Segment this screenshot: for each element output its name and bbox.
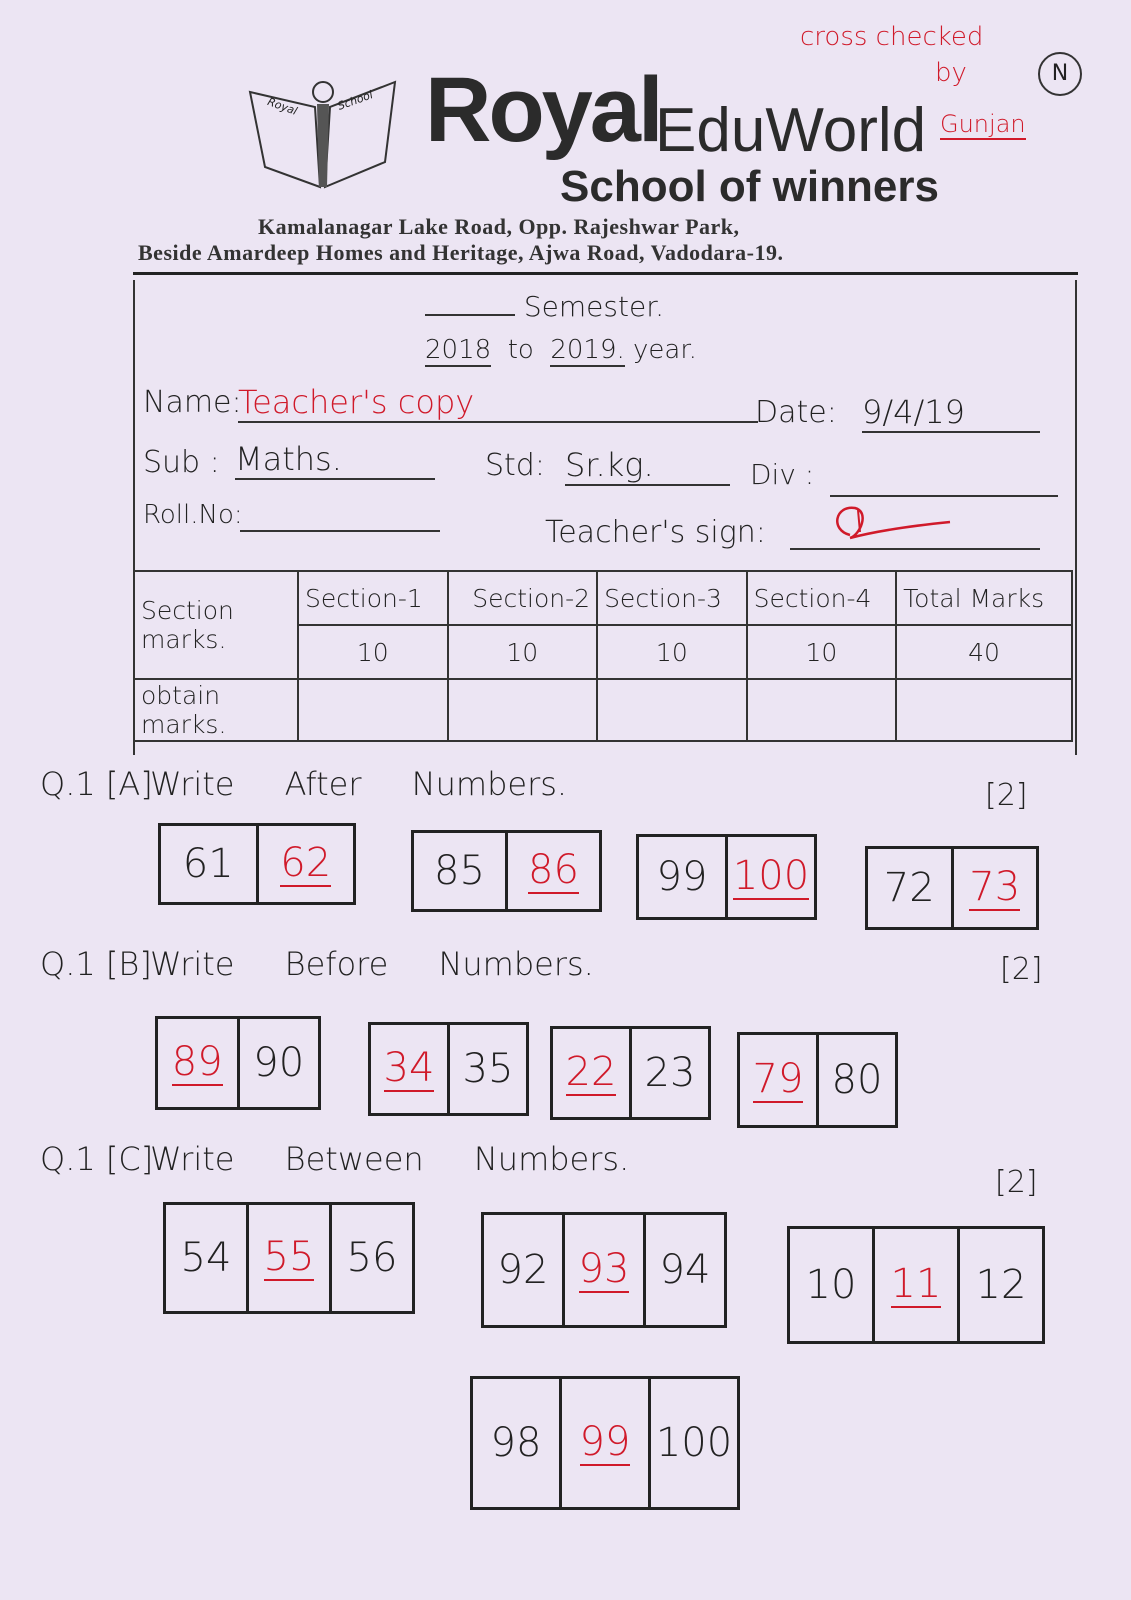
number-text: 79 [752,1056,804,1102]
checker-name: Gunjan [940,110,1026,138]
address-line-2: Beside Amardeep Homes and Heritage, Ajwa Road, Vadodara-19. [138,240,784,265]
cross-checked-note: cross checked [800,22,984,52]
header-section-3: Section-3 [597,571,747,625]
stamp-circle: N [1038,52,1082,96]
answer-box [636,834,817,920]
answer-cell[interactable] [559,1379,648,1507]
section-3-marks: 10 [597,625,747,679]
answer-box [481,1212,727,1328]
given-number-cell [237,1019,319,1107]
cross-checked-by: by [935,58,967,88]
answer-cell[interactable] [158,1019,237,1107]
question-a-marks: [2] [985,778,1028,813]
question-b-number: Q.1 [B] [40,945,152,983]
signature-mark [820,500,960,550]
number-text: 89 [171,1039,223,1085]
number-text: 54 [180,1235,232,1281]
given-number-cell [816,1035,895,1125]
roll-no-field[interactable] [240,530,440,532]
number-text: 99 [579,1419,631,1465]
given-number-cell [643,1215,724,1325]
number-text: 80 [831,1057,883,1103]
obtain-total[interactable] [896,679,1072,741]
number-text: 23 [644,1050,696,1096]
number-text: 22 [565,1049,617,1095]
number-text: 72 [883,865,935,911]
answer-cell[interactable] [951,849,1037,927]
std-label: Std: [485,448,545,483]
answer-cell[interactable] [725,837,814,917]
marks-table [133,570,1073,742]
question-c-marks: [2] [995,1165,1038,1200]
number-text: 73 [969,864,1021,910]
answer-box [368,1022,529,1116]
logo-text-right: School [335,88,375,113]
obtain-section-3[interactable] [597,679,747,741]
obtain-section-2[interactable] [448,679,598,741]
given-number-cell [473,1379,559,1507]
number-text: 86 [528,847,579,893]
given-number-cell [648,1379,737,1507]
section-1-marks: 10 [298,625,448,679]
number-text: 10 [805,1262,857,1308]
school-name-royal: Royal [425,59,661,161]
given-number-cell [329,1205,412,1311]
given-number-cell [868,849,951,927]
roll-no-label: Roll.No: [143,500,243,530]
given-number-cell [166,1205,246,1311]
answer-box [865,846,1039,930]
obtain-section-4[interactable] [747,679,897,741]
number-text: 93 [578,1246,630,1292]
name-label: Name: [143,385,242,420]
div-field[interactable] [830,495,1058,497]
obtain-marks-label: obtain marks. [134,679,298,741]
date-field[interactable]: 9/4/19 [862,393,1040,433]
answer-cell[interactable] [553,1029,629,1117]
number-text: 100 [732,853,810,899]
section-4-marks: 10 [747,625,897,679]
number-text: 62 [280,840,332,886]
question-c-number: Q.1 [C] [40,1140,154,1178]
given-number-cell [790,1229,872,1341]
given-number-cell [484,1215,562,1325]
school-tagline: School of winners [560,162,939,211]
obtain-section-1[interactable] [298,679,448,741]
year-field: 2018 to 2019. year. [425,335,697,365]
number-text: 35 [462,1046,514,1092]
address-line-1: Kamalanagar Lake Road, Opp. Rajeshwar Park, [258,214,740,239]
given-number-cell [161,826,256,902]
given-number-cell [957,1229,1042,1341]
school-logo [245,72,400,192]
number-text: 94 [659,1247,711,1293]
header-section-2: Section-2 [448,571,598,625]
given-number-cell [639,837,725,917]
number-text: 61 [182,841,234,887]
answer-box [550,1026,711,1120]
header-total-marks: Total Marks [896,571,1072,625]
given-number-cell [447,1025,526,1113]
answer-box [163,1202,415,1314]
section-marks-label: Section marks. [134,571,298,679]
number-text: 56 [346,1235,398,1281]
name-field[interactable]: Teacher's copy [238,383,758,423]
number-text: 98 [490,1420,542,1466]
number-text: 55 [263,1234,315,1280]
answer-box [787,1226,1045,1344]
number-text: 99 [656,854,708,900]
answer-box [411,830,602,912]
answer-cell[interactable] [562,1215,643,1325]
answer-box [470,1376,740,1510]
number-text: 11 [890,1261,942,1307]
semester-field: Semester. [425,290,664,323]
header-section-1: Section-1 [298,571,448,625]
date-label: Date: [755,395,837,430]
subject-label: Sub : [143,445,220,480]
div-label: Div : [750,458,815,491]
answer-box [158,823,356,905]
teacher-sign-label: Teacher's sign: [545,515,766,550]
number-text: 85 [434,848,485,894]
answer-box [155,1016,321,1110]
total-marks: 40 [896,625,1072,679]
number-text: 34 [383,1045,435,1091]
subject-field[interactable]: Maths. [235,440,435,480]
answer-box [737,1032,898,1128]
logo-text-left: Royal [265,95,299,118]
answer-cell[interactable] [872,1229,957,1341]
given-number-cell [414,833,505,909]
question-a-number: Q.1 [A] [40,765,153,803]
number-text: 90 [253,1040,305,1086]
answer-cell[interactable] [371,1025,447,1113]
book-logo-icon [245,72,400,192]
given-number-cell [629,1029,708,1117]
answer-cell[interactable] [740,1035,816,1125]
number-text: 12 [975,1262,1027,1308]
question-b-marks: [2] [1000,952,1043,987]
answer-cell[interactable] [246,1205,329,1311]
header-divider [133,272,1078,275]
number-text: 92 [497,1247,549,1293]
std-field[interactable]: Sr.kg. [565,446,730,486]
school-name-eduworld: EduWorld [655,96,927,165]
question-a-title: Write After Numbers. [150,765,568,803]
answer-cell[interactable] [256,826,354,902]
question-c-title: Write Between Numbers. [150,1140,630,1178]
header-section-4: Section-4 [747,571,897,625]
answer-cell[interactable] [505,833,599,909]
section-2-marks: 10 [448,625,598,679]
question-b-title: Write Before Numbers. [150,945,594,983]
number-text: 100 [655,1420,733,1466]
